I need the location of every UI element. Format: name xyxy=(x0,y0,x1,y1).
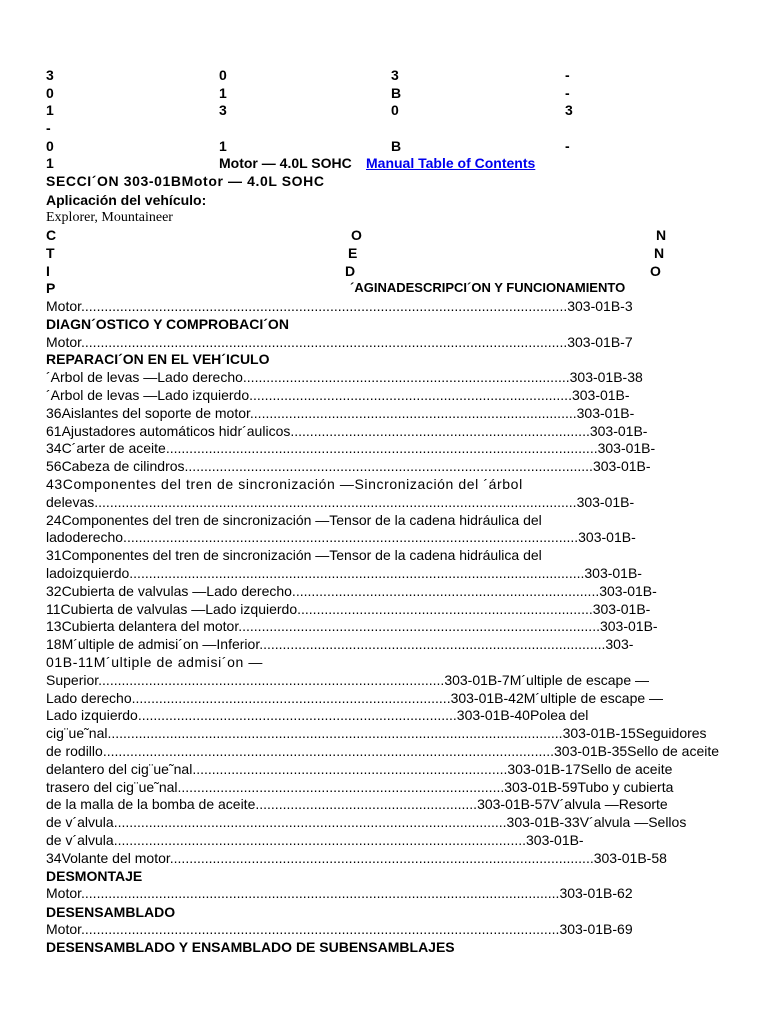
grid-char: - xyxy=(565,85,570,101)
toc-entry: 18M´ultiple de admisi´on —Inferior.........................................................................................303- xyxy=(46,636,634,652)
grid-char: 0 xyxy=(46,138,54,154)
grid-char: 3 xyxy=(565,102,573,118)
toc-section-heading: REPARACI´ON EN EL VEH´ICULO xyxy=(46,351,270,367)
doc-subtitle: Motor — 4.0L SOHC xyxy=(219,155,352,171)
toc-entry: 32Cubierta de valvulas —Lado derecho...............................................................................303-01B- xyxy=(46,583,657,599)
toc-entry: 61Ajustadores automáticos hidr´aulicos.............................................................................303-01B- xyxy=(46,423,648,439)
vehicle-list: Explorer, Mountaineer xyxy=(46,210,173,225)
section-title: SECCI´ON 303-01BMotor — 4.0L SOHC xyxy=(46,173,325,189)
toc-entry: 34C´arter de aceite...............................................................................................................303-01B- xyxy=(46,440,656,456)
application-label: Aplicación del vehículo: xyxy=(46,192,207,208)
toc-entry: 31Componentes del tren de sincronización —Tensor de la cadena hidráulica del xyxy=(46,547,542,563)
grid-char: 3 xyxy=(219,102,227,118)
toc-entry: 43Componentes del tren de sincronización —Sincronización del ´árbol xyxy=(46,476,523,492)
toc-entry: delevas............................................................................................................................303-01B- xyxy=(46,494,635,510)
grid-char: B xyxy=(391,85,402,101)
toc-entry: Lado derecho..................................................................................303-01B-42M´ultiple de escape — xyxy=(46,690,664,706)
toc-entry: cig¨ue˜nal.....................................................................................................................303-01B-15Seguidores xyxy=(46,725,707,741)
toc-entry: 24Componentes del tren de sincronización —Tensor de la cadena hidráulica del xyxy=(46,512,542,528)
contents-char: N xyxy=(654,245,665,261)
grid-char: 0 xyxy=(219,67,227,83)
grid-char: - xyxy=(46,120,51,136)
contents-char: O xyxy=(351,227,362,243)
toc-section-heading: DESMONTAJE xyxy=(46,868,143,884)
toc-entry: 34Volante del motor.............................................................................................................303-01B-58 xyxy=(46,850,667,866)
toc-section-heading: DESENSAMBLADO Y ENSAMBLADO DE SUBENSAMBLAJES xyxy=(46,939,455,955)
toc-entry: Lado izquierdo..................................................................................303-01B-40Polea del xyxy=(46,707,589,723)
contents-char: O xyxy=(650,263,661,279)
toc-entry: trasero del cig¨ue˜nal....................................................................................303-01B-59Tubo y cubierta xyxy=(46,779,674,795)
toc-entry: 11Cubierta de valvulas —Lado izquierdo............................................................................303-01B- xyxy=(46,601,651,617)
grid-char: 1 xyxy=(46,102,54,118)
contents-char: E xyxy=(348,245,358,261)
toc-entry: ´Arbol de levas —Lado derecho....................................................................................303-01B-38 xyxy=(46,369,643,385)
grid-char: 0 xyxy=(391,102,399,118)
contents-char: N xyxy=(656,227,667,243)
toc-entry: de rodillo....................................................................................................................303-01B-35Sello de aceite xyxy=(46,743,720,759)
toc-entry: Motor...........................................................................................................................303-01B-69 xyxy=(46,921,633,937)
toc-entry: de v´alvula.....................................................................................................303-01B-33V´alvula —Sellos xyxy=(46,814,687,830)
grid-char: - xyxy=(565,67,570,83)
contents-char: P xyxy=(46,280,56,296)
toc-entry: ladoizquierdo.....................................................................................................................303-01B- xyxy=(46,565,642,581)
toc-entry: de la malla de la bomba de aceite.........................................................303-01B-57V´alvula —Resorte xyxy=(46,796,668,812)
toc-entry: ladoderecho.....................................................................................................................303-01B- xyxy=(46,529,636,545)
grid-char: 3 xyxy=(391,67,399,83)
grid-char: B xyxy=(391,138,402,154)
contents-char: C xyxy=(46,227,57,243)
toc-entry: 36Aislantes del soporte de motor....................................................................................303-01B- xyxy=(46,405,635,421)
toc-entry: Superior.........................................................................................303-01B-7M´ultiple de escape — xyxy=(46,672,649,688)
toc-entry: ´Arbol de levas —Lado izquierdo...................................................................................303-01B- xyxy=(46,387,630,403)
table-of-contents-link[interactable]: Manual Table of Contents xyxy=(366,155,536,171)
grid-char: 1 xyxy=(219,138,227,154)
toc-entry: 56Cabeza de cilindros.........................................................................................................303-01B- xyxy=(46,458,651,474)
toc-section-heading: DESENSAMBLADO xyxy=(46,904,176,920)
toc-entry: delantero del cig¨ue˜nal.................................................................................303-01B-17Sello de aceite xyxy=(46,761,673,777)
grid-char: 1 xyxy=(219,85,227,101)
grid-char: 0 xyxy=(46,85,54,101)
toc-section-heading: DIAGN´OSTICO Y COMPROBACI´ON xyxy=(46,316,289,332)
toc-entry: 01B-11M´ultiple de admisi´on — xyxy=(46,654,263,670)
toc-entry: de v´alvula..........................................................................................................303-01B- xyxy=(46,832,584,848)
toc-entry: Motor...........................................................................................................................303-01B-62 xyxy=(46,885,633,901)
toc-entry: Motor.............................................................................................................................303-01B-7 xyxy=(46,334,633,350)
contents-column-heading: ´AGINADESCRIPCI´ON Y FUNCIONAMIENTO xyxy=(350,280,626,295)
contents-char: T xyxy=(46,245,55,261)
toc-entry: Motor.............................................................................................................................303-01B-3 xyxy=(46,298,633,314)
contents-char: D xyxy=(345,263,356,279)
grid-char: - xyxy=(565,138,570,154)
toc-entry: 13Cubierta delantera del motor.............................................................................................303-01B- xyxy=(46,618,658,634)
grid-char: 1 xyxy=(46,155,54,171)
contents-char: I xyxy=(46,263,50,279)
grid-char: 3 xyxy=(46,67,54,83)
